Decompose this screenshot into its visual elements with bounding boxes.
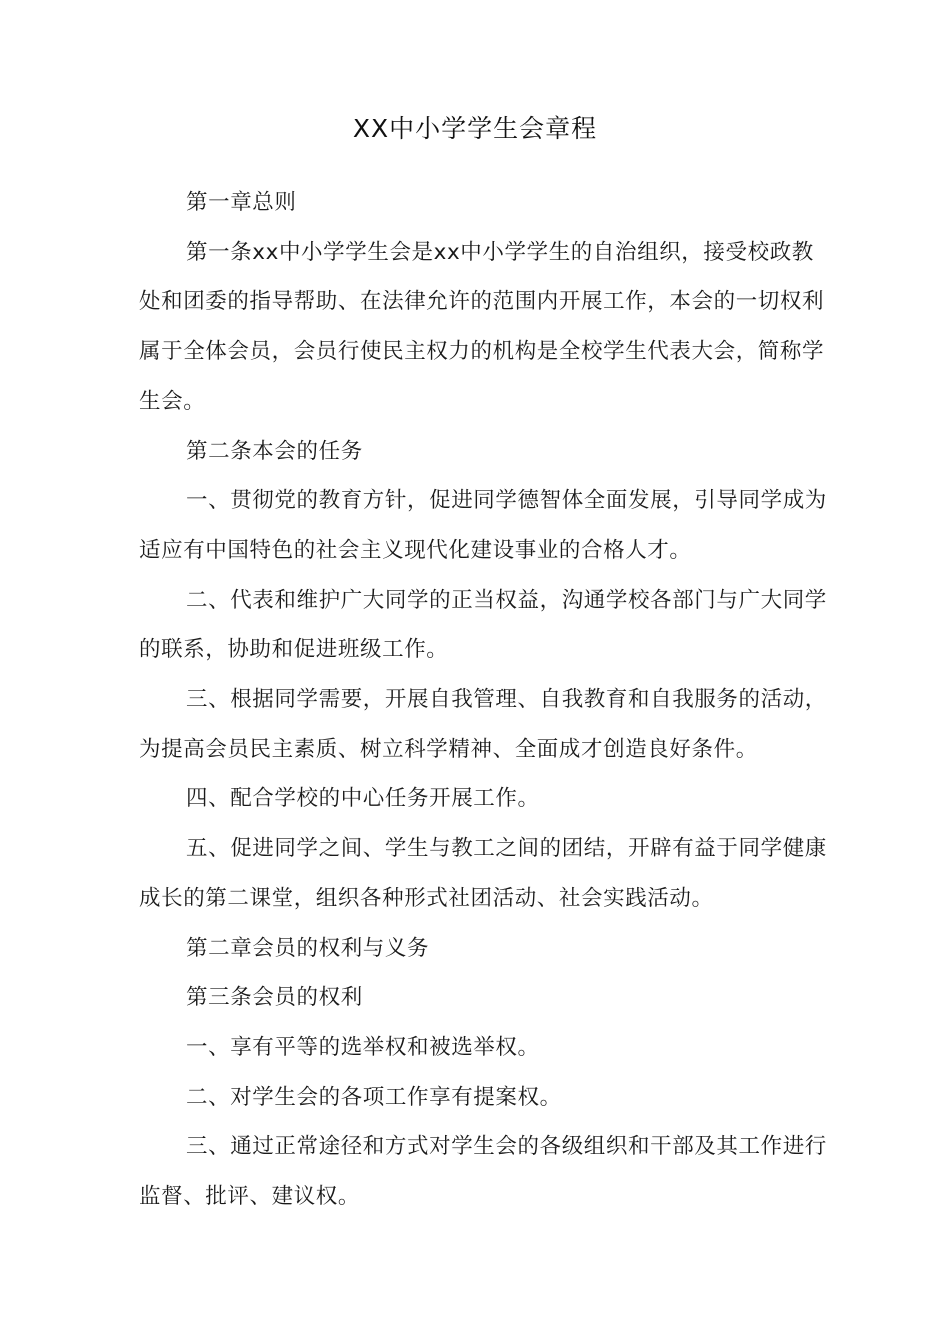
document-title: XX中小学学生会章程 [352, 114, 598, 143]
list-item: 四、配合学校的中心任务开展工作。 [186, 786, 540, 812]
article-heading: 第三条会员的权利 [186, 985, 363, 1011]
list-item: 一、享有平等的选举权和被选举权。 [186, 1034, 540, 1060]
article-heading: 第二条本会的任务 [186, 438, 363, 464]
list-item: 二、代表和维护广大同学的正当权益，沟通学校各部门与广大同学的联系，协助和促进班级工作。 [139, 587, 827, 663]
list-item: 一、贯彻党的教育方针，促进同学德智体全面发展，引导同学成为适应有中国特色的社会主义现代化建设事业的合格人才。 [139, 488, 827, 563]
article-paragraph: 第一条xx中小学学生会是xx中小学学生的自治组织，接受校政教处和团委的指导帮助、在法律允许的范围内开展工作，本会的一切权利属于全体会员，会员行使民主权力的机构是全校学生代表大会，简称学生会。 [139, 239, 825, 414]
chapter-heading: 第二章会员的权利与义务 [186, 935, 430, 961]
list-item: 五、促进同学之间、学生与教工之间的团结，开辟有益于同学健康成长的第二课堂，组织各种形式社团活动、社会实践活动。 [139, 836, 827, 911]
chapter-heading: 第一章总则 [186, 190, 297, 215]
list-item: 二、对学生会的各项工作享有提案权。 [186, 1084, 562, 1110]
list-item: 三、通过正常途径和方式对学生会的各级组织和干部及其工作进行监督、批评、建议权。 [139, 1134, 827, 1210]
list-item: 三、根据同学需要，开展自我管理、自我教育和自我服务的活动，为提高会员民主素质、树立科学精神、全面成才创造良好条件。 [139, 687, 827, 762]
document-body [139, 178, 827, 1222]
